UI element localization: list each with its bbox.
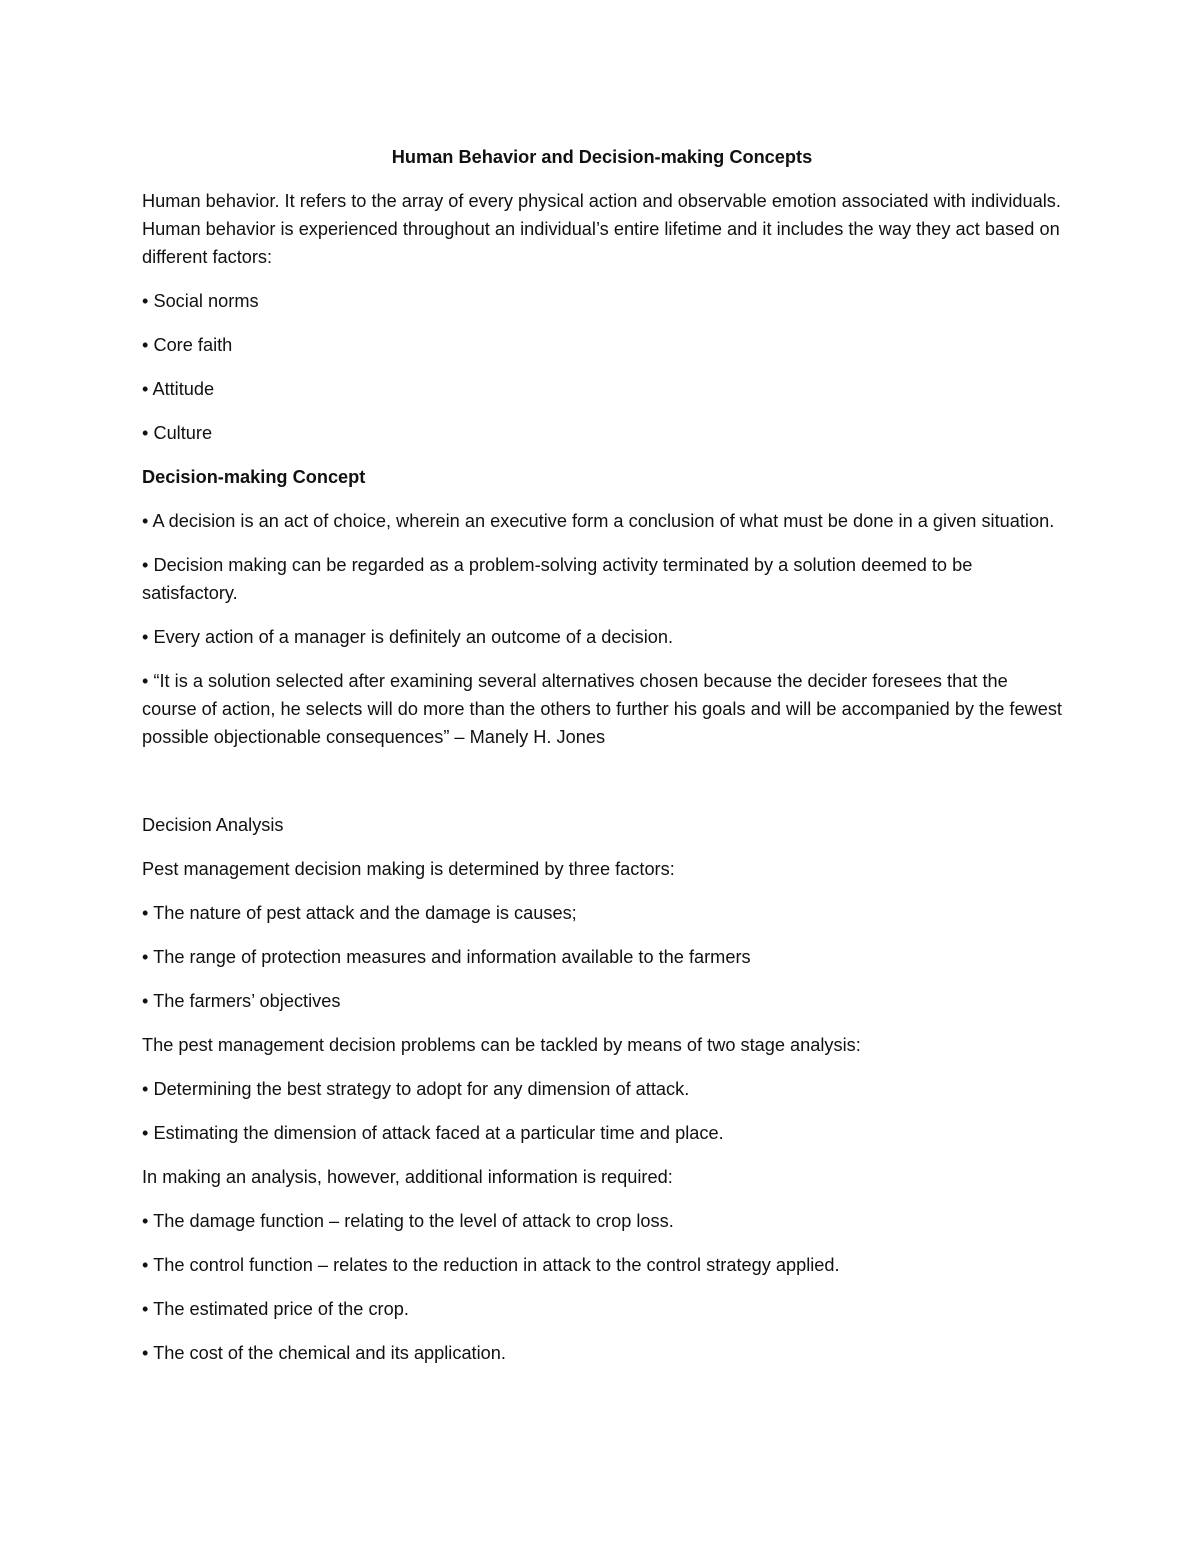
bullet-icon: • bbox=[142, 627, 149, 647]
pest-intro: Pest management decision making is determined by three factors: bbox=[142, 859, 675, 879]
list-item-text: Determining the best strategy to adopt for any dimension of attack. bbox=[153, 1079, 690, 1099]
analysis-heading: Decision Analysis bbox=[142, 815, 284, 835]
list-item-text: The farmers’ objectives bbox=[153, 991, 341, 1011]
blank-line bbox=[142, 767, 1062, 811]
list-item-text: The cost of the chemical and its application. bbox=[153, 1343, 506, 1363]
bullet-icon: • bbox=[142, 379, 149, 399]
bullet-icon: • bbox=[142, 291, 149, 311]
bullet-icon: • bbox=[142, 511, 149, 531]
bullet-icon: • bbox=[142, 1211, 149, 1231]
list-item bbox=[142, 1075, 1062, 1103]
intro-paragraph: Human behavior. It refers to the array of every physical action and observable emotion associated with individuals. Human behavior is experienced throughout an individual’s entire lifetime and it includes the way they act based on different factors: bbox=[142, 191, 1061, 267]
list-item bbox=[142, 419, 1062, 447]
list-item bbox=[142, 1207, 1062, 1235]
stages-list bbox=[142, 1075, 1062, 1147]
list-item-text: Attitude bbox=[152, 379, 215, 399]
list-item bbox=[142, 551, 1062, 607]
list-item-text: Social norms bbox=[153, 291, 259, 311]
document-title: Human Behavior and Decision-making Concepts bbox=[391, 147, 813, 167]
bullet-icon: • bbox=[142, 423, 149, 443]
decision-heading: Decision-making Concept bbox=[142, 467, 366, 487]
info-intro: In making an analysis, however, additional information is required: bbox=[142, 1167, 673, 1187]
list-item-text: “It is a solution selected after examining several alternatives chosen because the decider foresees that the course of action, he selects will do more than the others to further his goals and will be accompanied by the fewest possible objectionable consequences” – Manely H. Jones bbox=[142, 671, 1062, 747]
list-item bbox=[142, 1339, 1062, 1367]
bullet-icon: • bbox=[142, 671, 149, 691]
bullet-icon: • bbox=[142, 335, 149, 355]
bullet-icon: • bbox=[142, 903, 149, 923]
list-item bbox=[142, 375, 1062, 403]
list-item-text: The control function – relates to the reduction in attack to the control strategy applied. bbox=[153, 1255, 840, 1275]
bullet-icon: • bbox=[142, 555, 149, 575]
bullet-icon: • bbox=[142, 991, 149, 1011]
list-item-text: The estimated price of the crop. bbox=[153, 1299, 409, 1319]
list-item-text: Decision making can be regarded as a problem-solving activity terminated by a solution deemed to be satisfactory. bbox=[142, 555, 973, 603]
list-item bbox=[142, 899, 1062, 927]
stage-intro: The pest management decision problems can be tackled by means of two stage analysis: bbox=[142, 1035, 861, 1055]
list-item-text: Every action of a manager is definitely an outcome of a decision. bbox=[153, 627, 674, 647]
list-item bbox=[142, 1295, 1062, 1323]
list-item bbox=[142, 667, 1062, 751]
factors-list bbox=[142, 287, 1062, 447]
bullet-icon: • bbox=[142, 1079, 149, 1099]
list-item bbox=[142, 943, 1062, 971]
decision-points-list bbox=[142, 507, 1062, 751]
list-item bbox=[142, 331, 1062, 359]
list-item-text: Culture bbox=[153, 423, 213, 443]
list-item-text: Estimating the dimension of attack faced at a particular time and place. bbox=[153, 1123, 724, 1143]
bullet-icon: • bbox=[142, 1255, 149, 1275]
list-item-text: A decision is an act of choice, wherein an executive form a conclusion of what must be done in a given situation. bbox=[152, 511, 1055, 531]
bullet-icon: • bbox=[142, 947, 149, 967]
list-item bbox=[142, 987, 1062, 1015]
list-item bbox=[142, 1119, 1062, 1147]
list-item-text: Core faith bbox=[153, 335, 233, 355]
list-item-text: The damage function – relating to the level of attack to crop loss. bbox=[153, 1211, 674, 1231]
bullet-icon: • bbox=[142, 1343, 149, 1363]
list-item bbox=[142, 287, 1062, 315]
document-body bbox=[142, 143, 1062, 1383]
list-item-text: The range of protection measures and information available to the farmers bbox=[153, 947, 751, 967]
bullet-icon: • bbox=[142, 1299, 149, 1319]
list-item-text: The nature of pest attack and the damage is causes; bbox=[153, 903, 577, 923]
bullet-icon: • bbox=[142, 1123, 149, 1143]
list-item bbox=[142, 623, 1062, 651]
info-items-list bbox=[142, 1207, 1062, 1367]
list-item bbox=[142, 507, 1062, 535]
list-item bbox=[142, 1251, 1062, 1279]
pest-factors-list bbox=[142, 899, 1062, 1015]
